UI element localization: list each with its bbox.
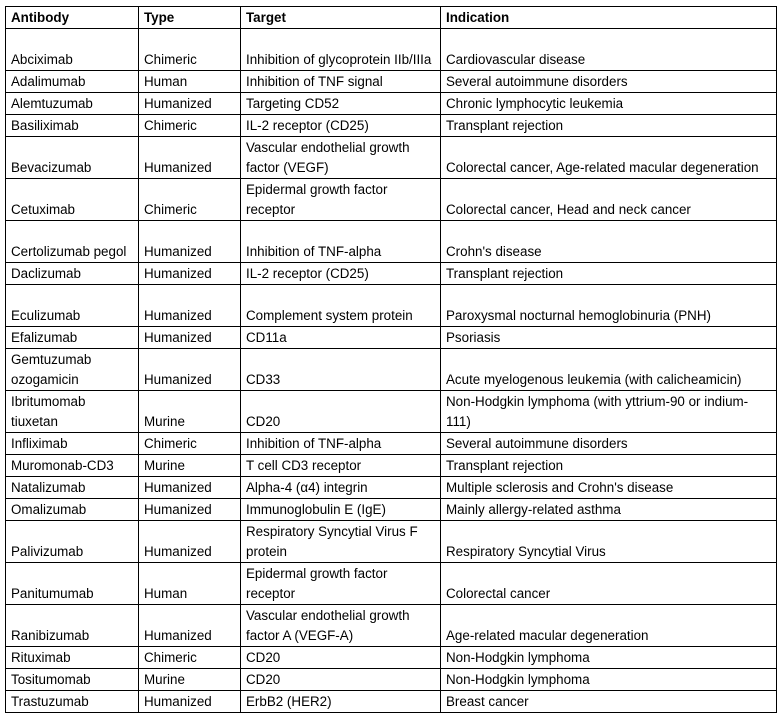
cell-target: Inhibition of glycoprotein IIb/IIIa: [241, 29, 441, 71]
table-row: [6, 327, 777, 349]
cell-indication: Transplant rejection: [441, 455, 777, 477]
cell-target: Targeting CD52: [241, 93, 441, 115]
cell-indication: Non-Hodgkin lymphoma (with yttrium-90 or indium-111): [441, 391, 777, 433]
cell-type: Human: [139, 71, 241, 93]
cell-type: Chimeric: [139, 29, 241, 71]
cell-indication: Respiratory Syncytial Virus: [441, 521, 777, 563]
cell-antibody: Palivizumab: [6, 521, 139, 563]
cell-target: CD33: [241, 349, 441, 391]
cell-target: IL-2 receptor (CD25): [241, 263, 441, 285]
header-target: Target: [241, 7, 441, 29]
header-type: Type: [139, 7, 241, 29]
cell-target: Complement system protein: [241, 285, 441, 327]
cell-target: Respiratory Syncytial Virus F protein: [241, 521, 441, 563]
cell-target: Immunoglobulin E (IgE): [241, 499, 441, 521]
cell-target: Vascular endothelial growth factor A (VEGF-A): [241, 605, 441, 647]
cell-target: Inhibition of TNF-alpha: [241, 433, 441, 455]
cell-antibody: Rituximab: [6, 647, 139, 669]
cell-antibody: Tositumomab: [6, 669, 139, 691]
cell-antibody: Infliximab: [6, 433, 139, 455]
table-row: [6, 349, 777, 391]
antibody-table-container: [5, 6, 777, 713]
antibody-table: [5, 6, 777, 713]
cell-indication: Multiple sclerosis and Crohn's disease: [441, 477, 777, 499]
header-antibody: Antibody: [6, 7, 139, 29]
cell-type: Humanized: [139, 327, 241, 349]
table-row: [6, 669, 777, 691]
cell-indication: Colorectal cancer, Head and neck cancer: [441, 179, 777, 221]
cell-indication: Psoriasis: [441, 327, 777, 349]
cell-type: Humanized: [139, 221, 241, 263]
table-row: [6, 263, 777, 285]
table-row: [6, 691, 777, 713]
cell-indication: Several autoimmune disorders: [441, 433, 777, 455]
cell-target: CD20: [241, 647, 441, 669]
cell-antibody: Abciximab: [6, 29, 139, 71]
cell-antibody: Panitumumab: [6, 563, 139, 605]
cell-type: Human: [139, 563, 241, 605]
cell-indication: Chronic lymphocytic leukemia: [441, 93, 777, 115]
cell-antibody: Efalizumab: [6, 327, 139, 349]
table-row: [6, 221, 777, 263]
cell-type: Humanized: [139, 263, 241, 285]
table-row: [6, 179, 777, 221]
cell-indication: Acute myelogenous leukemia (with calicheamicin): [441, 349, 777, 391]
table-row: [6, 115, 777, 137]
cell-target: CD20: [241, 669, 441, 691]
cell-antibody: Cetuximab: [6, 179, 139, 221]
cell-antibody: Adalimumab: [6, 71, 139, 93]
cell-type: Humanized: [139, 521, 241, 563]
cell-target: Epidermal growth factor receptor: [241, 563, 441, 605]
cell-indication: Transplant rejection: [441, 115, 777, 137]
cell-type: Humanized: [139, 285, 241, 327]
table-row: [6, 137, 777, 179]
cell-type: Murine: [139, 455, 241, 477]
cell-type: Humanized: [139, 499, 241, 521]
cell-type: Chimeric: [139, 647, 241, 669]
cell-type: Chimeric: [139, 115, 241, 137]
cell-indication: Mainly allergy-related asthma: [441, 499, 777, 521]
table-row: [6, 71, 777, 93]
cell-antibody: Natalizumab: [6, 477, 139, 499]
cell-indication: Colorectal cancer: [441, 563, 777, 605]
cell-indication: Crohn's disease: [441, 221, 777, 263]
cell-antibody: Bevacizumab: [6, 137, 139, 179]
cell-antibody: Certolizumab pegol: [6, 221, 139, 263]
table-row: [6, 433, 777, 455]
cell-indication: Non-Hodgkin lymphoma: [441, 647, 777, 669]
cell-type: Humanized: [139, 349, 241, 391]
table-row: [6, 29, 777, 71]
cell-antibody: Ranibizumab: [6, 605, 139, 647]
table-row: [6, 285, 777, 327]
cell-type: Chimeric: [139, 179, 241, 221]
table-row: [6, 455, 777, 477]
cell-indication: Cardiovascular disease: [441, 29, 777, 71]
cell-antibody: Ibritumomab tiuxetan: [6, 391, 139, 433]
cell-indication: Paroxysmal nocturnal hemoglobinuria (PNH): [441, 285, 777, 327]
cell-antibody: Muromonab-CD3: [6, 455, 139, 477]
cell-indication: Colorectal cancer, Age-related macular degeneration: [441, 137, 777, 179]
header-indication: Indication: [441, 7, 777, 29]
table-row: [6, 477, 777, 499]
cell-antibody: Basiliximab: [6, 115, 139, 137]
cell-type: Humanized: [139, 605, 241, 647]
table-row: [6, 647, 777, 669]
cell-antibody: Daclizumab: [6, 263, 139, 285]
cell-target: IL-2 receptor (CD25): [241, 115, 441, 137]
cell-indication: Age-related macular degeneration: [441, 605, 777, 647]
cell-target: Vascular endothelial growth factor (VEGF): [241, 137, 441, 179]
cell-type: Humanized: [139, 477, 241, 499]
cell-target: Inhibition of TNF signal: [241, 71, 441, 93]
table-row: [6, 93, 777, 115]
cell-target: CD11a: [241, 327, 441, 349]
cell-target: Epidermal growth factor receptor: [241, 179, 441, 221]
cell-target: CD20: [241, 391, 441, 433]
cell-indication: Several autoimmune disorders: [441, 71, 777, 93]
cell-antibody: Alemtuzumab: [6, 93, 139, 115]
cell-type: Murine: [139, 669, 241, 691]
table-row: [6, 499, 777, 521]
cell-antibody: Omalizumab: [6, 499, 139, 521]
cell-target: T cell CD3 receptor: [241, 455, 441, 477]
cell-target: ErbB2 (HER2): [241, 691, 441, 713]
cell-indication: Breast cancer: [441, 691, 777, 713]
cell-type: Humanized: [139, 691, 241, 713]
table-row: [6, 605, 777, 647]
cell-type: Murine: [139, 391, 241, 433]
cell-type: Chimeric: [139, 433, 241, 455]
cell-type: Humanized: [139, 137, 241, 179]
cell-antibody: Trastuzumab: [6, 691, 139, 713]
table-row: [6, 521, 777, 563]
cell-indication: Transplant rejection: [441, 263, 777, 285]
cell-target: Inhibition of TNF-alpha: [241, 221, 441, 263]
table-row: [6, 563, 777, 605]
cell-antibody: Gemtuzumab ozogamicin: [6, 349, 139, 391]
table-header-row: [6, 7, 777, 29]
cell-indication: Non-Hodgkin lymphoma: [441, 669, 777, 691]
cell-target: Alpha-4 (α4) integrin: [241, 477, 441, 499]
cell-antibody: Eculizumab: [6, 285, 139, 327]
cell-type: Humanized: [139, 93, 241, 115]
table-row: [6, 391, 777, 433]
